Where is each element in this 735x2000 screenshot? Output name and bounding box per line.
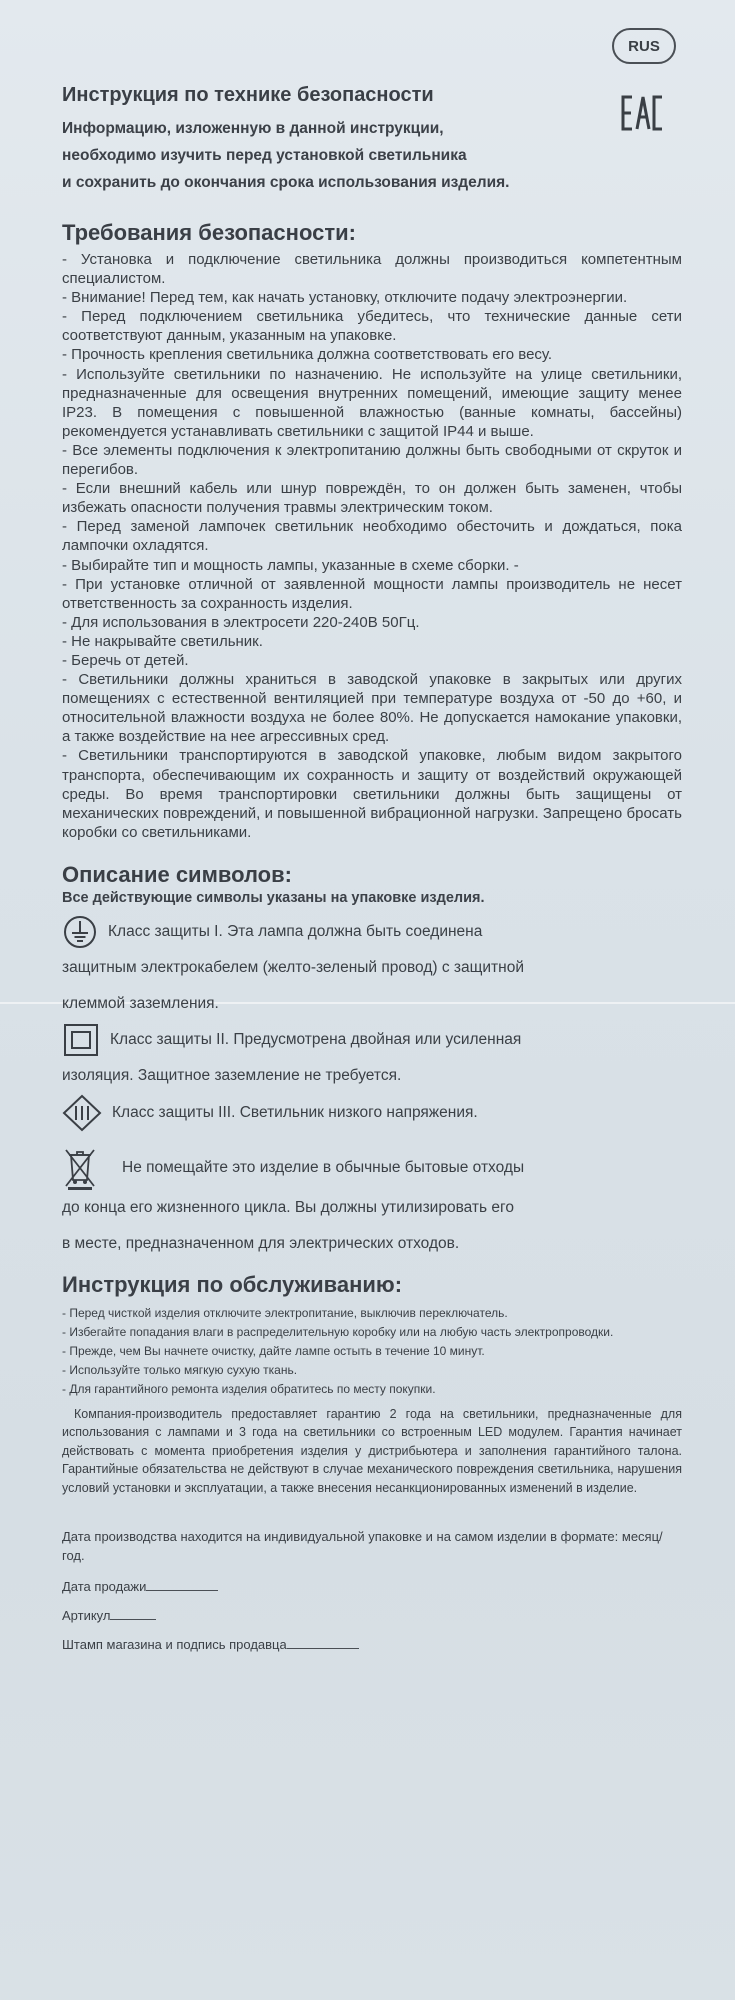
symbol-class-two xyxy=(62,1022,682,1058)
list-item: - Перед чисткой изделия отключите электропитание, выключив переключатель. xyxy=(62,1305,508,1320)
list-item: - Избегайте попадания влаги в распределительную коробку или на любую часть электропроводки. xyxy=(62,1324,614,1339)
list-item: - Установка и подключение светильника должны производиться компетентным специалистом. xyxy=(62,251,682,288)
symbol-class-three xyxy=(62,1094,682,1132)
stamp-blank xyxy=(287,1637,359,1649)
symbols-note: Все действующие символы указаны на упаковке изделия. xyxy=(62,889,485,906)
class-three-icon xyxy=(62,1094,102,1132)
list-item: - При установке отличной от заявленной мощности лампы производитель не несет ответственность за сохранность изделия. xyxy=(62,575,682,612)
double-insulation-icon xyxy=(62,1022,100,1058)
list-item: - Светильники транспортируются в заводской упаковке, любым видом закрытого транспорта, обеспечивающим их сохранность и защиту от воздействий окружающей среды. Во время транспортировки светильники должны быть защищены от механических повреждений, и повышенной вибрационной нагрузки. Запрещено бросать коробки со светильниками. xyxy=(62,747,682,841)
symbol-text: до конца его жизненного цикла. Вы должны утилизировать его xyxy=(62,1198,514,1216)
ground-icon xyxy=(62,914,98,950)
rus-badge xyxy=(612,28,676,64)
production-date-note: Дата производства находится на индивидуальной упаковке и на самом изделии в формате: месяц/год. xyxy=(62,1528,663,1563)
symbol-weee xyxy=(62,1146,682,1190)
list-item: - Все элементы подключения к электропитанию должны быть свободными от скруток и перегибов. xyxy=(62,441,682,479)
intro-line: необходимо изучить перед установкой светильника xyxy=(62,147,467,164)
rus-badge-label: RUS xyxy=(628,37,660,55)
warranty-text: Компания-производитель предоставляет гарантию 2 года на светильники, предназначенные для использования с лампами и 3 года на светильники со встроенным LED модулем. Гарантия начинает действовать с момента приобретения изделия у дистрибьютера и заполнения гарантийного талона. Гарантийные обязательства не действуют в случае механического повреждения светильника, нарушения условий установки и эксплуатации, а также внесения несанкционированных изменений в изделие. xyxy=(62,1406,682,1495)
crossed-bin-icon xyxy=(62,1146,98,1190)
symbol-text: защитным электрокабелем (желто-зеленый провод) с защитной xyxy=(62,958,524,976)
list-item: - Используйте только мягкую сухую ткань. xyxy=(62,1362,298,1377)
list-item: - Для гарантийного ремонта изделия обратитесь по месту покупки. xyxy=(62,1381,436,1396)
intro-line: Информацию, изложенную в данной инструкции, xyxy=(62,120,444,137)
service-title: Инструкция по обслуживанию: xyxy=(62,1271,403,1297)
list-item: - Выбирайте тип и мощность лампы, указанные в схеме сборки. - xyxy=(62,556,519,574)
list-item: - Используйте светильники по назначению. Не используйте на улице светильники, предназначенные для освещения внутренних помещений, имеющие защиту менее IP23. В помещения с повышенной влажностью (ванные комнаты, бассейны) рекомендуется устанавливать светильники с защитой IP44 и выше. xyxy=(62,365,682,440)
list-item: - Внимание! Перед тем, как начать установку, отключите подачу электроэнергии. xyxy=(62,289,628,307)
intro-text xyxy=(62,115,682,196)
symbol-text: клеммой заземления. xyxy=(62,994,219,1012)
service-list xyxy=(62,1304,682,1399)
article-blank xyxy=(110,1608,156,1620)
article-field xyxy=(62,1608,682,1623)
stamp-field xyxy=(62,1637,682,1652)
document-title: Инструкция по технике безопасности xyxy=(62,84,434,106)
symbols-title: Описание символов: xyxy=(62,861,292,887)
list-item: - Светильники должны храниться в заводской упаковке в закрытых или других помещениях с естественной вентиляцией при температуре воздуха от -50 до +60, и относительной влажности воздуха не более 80%. Не допускается намокание упаковки, а также воздействие на нее агрессивных сред. xyxy=(62,671,682,746)
intro-line: и сохранить до окончания срока использования изделия. xyxy=(62,174,510,191)
list-item: - Для использования в электросети 220-240В 50Гц. xyxy=(62,613,420,631)
symbol-text: Класс защиты I. Эта лампа должна быть соединена xyxy=(108,922,483,940)
sale-date-blank xyxy=(146,1579,218,1591)
list-item: - Беречь от детей. xyxy=(62,651,189,669)
list-item: - Если внешний кабель или шнур повреждён, то он должен быть заменен, чтобы избежать опасности получения травмы электрическим током. xyxy=(62,480,682,517)
symbol-text: Не помещайте это изделие в обычные бытовые отходы xyxy=(122,1158,525,1176)
safety-title: Требования безопасности: xyxy=(62,220,356,245)
article-label: Артикул xyxy=(62,1607,111,1623)
list-item: - Перед подключением светильника убедитесь, что технические данные сети соответствуют данным, указанным на упаковке. xyxy=(62,308,682,345)
list-item: - Перед заменой лампочек светильник необходимо обесточить и дождаться, пока лампочки охладятся. xyxy=(62,518,682,555)
list-item: - Прочность крепления светильника должна соответствовать его весу. xyxy=(62,346,553,364)
list-item: - Прежде, чем Вы начнете очистку, дайте лампе остыть в течение 10 минут. xyxy=(62,1343,485,1358)
symbol-text: Класс защиты II. Предусмотрена двойная или усиленная xyxy=(110,1030,522,1048)
symbol-text: в месте, предназначенном для электрических отходов. xyxy=(62,1234,460,1252)
symbol-text: Класс защиты III. Светильник низкого напряжения. xyxy=(112,1103,478,1121)
sale-date-field xyxy=(62,1579,682,1594)
safety-list xyxy=(62,250,682,842)
sale-date-label: Дата продажи xyxy=(62,1578,147,1594)
symbols-list xyxy=(62,914,682,1262)
symbol-class-one xyxy=(62,914,682,950)
list-item: - Не накрывайте светильник. xyxy=(62,632,263,650)
stamp-label: Штамп магазина и подпись продавца xyxy=(62,1636,287,1652)
symbol-text: изоляция. Защитное заземление не требуется. xyxy=(62,1066,402,1084)
